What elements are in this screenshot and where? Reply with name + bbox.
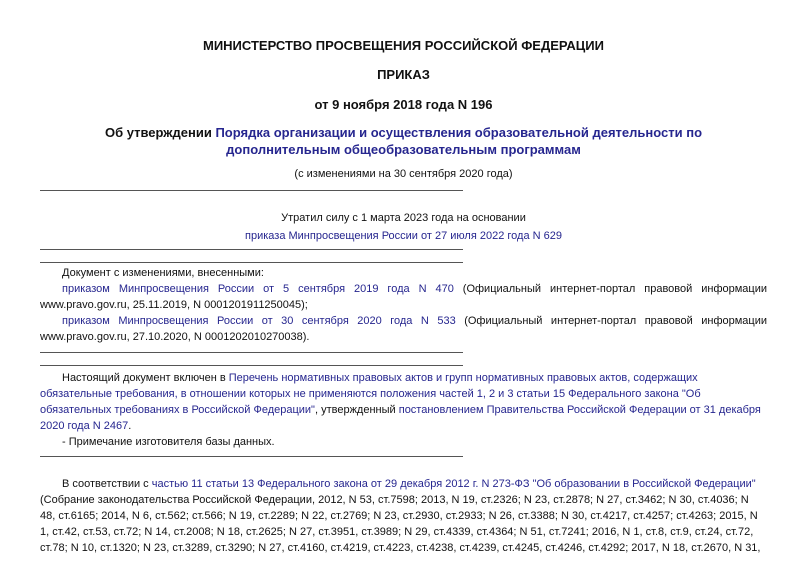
expired-link[interactable]: приказа Минпросвещения России от 27 июля 2022 года N 629	[245, 230, 562, 242]
postanovlenie-link[interactable]: постановлением Правительства Российской Федерации от 31 декабря 2020 года N 2467	[40, 404, 761, 432]
expired-text: Утратил силу с 1 марта 2023 года на основании	[281, 212, 526, 224]
change-link[interactable]: приказом Минпросвещения России от 30 сентября 2020 года N 533	[62, 315, 456, 327]
body-text: (Собрание законодательства Российской Федерации, 2012, N 53, ст.7598; 2013, N 19, ст.2326; N 23, ст.2878; N 27, ст.3462; N 30, ст.4036; N 48, ст.6165; 2014, N 6, ст.562; ст.566; N 19, ст.2289; N 22, ст.2769; N 23, ст.2930, ст.2933; N 26, ст.3388; N 30, ст.4217, ст.4257; ст.4263; 2015, N 1, ст.42, ст.53, ст.72; N 14, ст.2008; N 18, ст.2625; N 27, ст.3951, ст.3989; N 29, ст.4339, ст.4364; N 51, ст.7241; 2016, N 1, ст.8, ст.9, ст.24, ст.72, ст.78; N 10, ст.1320; N 23, ст.3289, ст.3290; N 27, ст.4160, ст.4219, ст.4223, ст.4238, ст.4239, ст.4245, ст.4246, ст.4292; 2017, N 18, ст.2670, N 31,	[40, 494, 761, 554]
note-text: .	[128, 420, 132, 432]
subject-prefix: Об утверждении	[104, 125, 216, 140]
changes-intro: Документ с изменениями, внесенными:	[62, 267, 264, 279]
note-text: Настоящий документ включен в	[62, 372, 229, 384]
change-text: (Официальный интернет-портал правовой информации www.pravo.gov.ru, 25.11.2019, N 0001201911250045);	[40, 283, 768, 311]
subject-heading	[90, 124, 717, 158]
separator	[40, 190, 463, 191]
change-link[interactable]: приказом Минпросвещения России от 5 сентября 2019 года N 470	[62, 283, 454, 295]
separator	[40, 262, 463, 263]
separator	[40, 249, 463, 250]
subject-link[interactable]: Порядка организации и осуществления образовательной деятельности по дополнительным общеобразовательным программам	[215, 125, 703, 157]
change-text: (Официальный интернет-портал правовой информации www.pravo.gov.ru, 27.10.2020, N 0001202010270038).	[40, 315, 767, 343]
date-number-heading: от 9 ноября 2018 года N 196	[314, 97, 493, 112]
change-item	[40, 281, 767, 313]
body-text: В соответствии с	[62, 478, 152, 490]
body-paragraph	[40, 476, 767, 556]
separator	[40, 365, 463, 366]
separator	[40, 456, 463, 457]
change-item	[40, 313, 767, 345]
perechen-link[interactable]: Перечень нормативных правовых актов и групп нормативных правовых актов, содержащих обязательные требования, в отношении которых не применяются положения частей 1, 2 и 3 статьи 15 Федерального закона "Об обязательных требованиях в Российской Федерации"	[40, 372, 701, 416]
note-paragraph	[40, 370, 767, 434]
separator	[40, 352, 463, 353]
ministry-heading: МИНИСТЕРСТВО ПРОСВЕЩЕНИЯ РОССИЙСКОЙ ФЕДЕРАЦИИ	[203, 38, 604, 53]
note-text: , утвержденный	[314, 404, 399, 416]
law-link[interactable]: частью 11 статьи 13 Федерального закона от 29 декабря 2012 г. N 273-ФЗ "Об образовании в Российской Федерации"	[151, 478, 756, 490]
note-footer: - Примечание изготовителя базы данных.	[62, 436, 275, 448]
amended-note: (с изменениями на 30 сентября 2020 года)	[294, 168, 513, 180]
doc-type-heading: ПРИКАЗ	[377, 67, 430, 82]
